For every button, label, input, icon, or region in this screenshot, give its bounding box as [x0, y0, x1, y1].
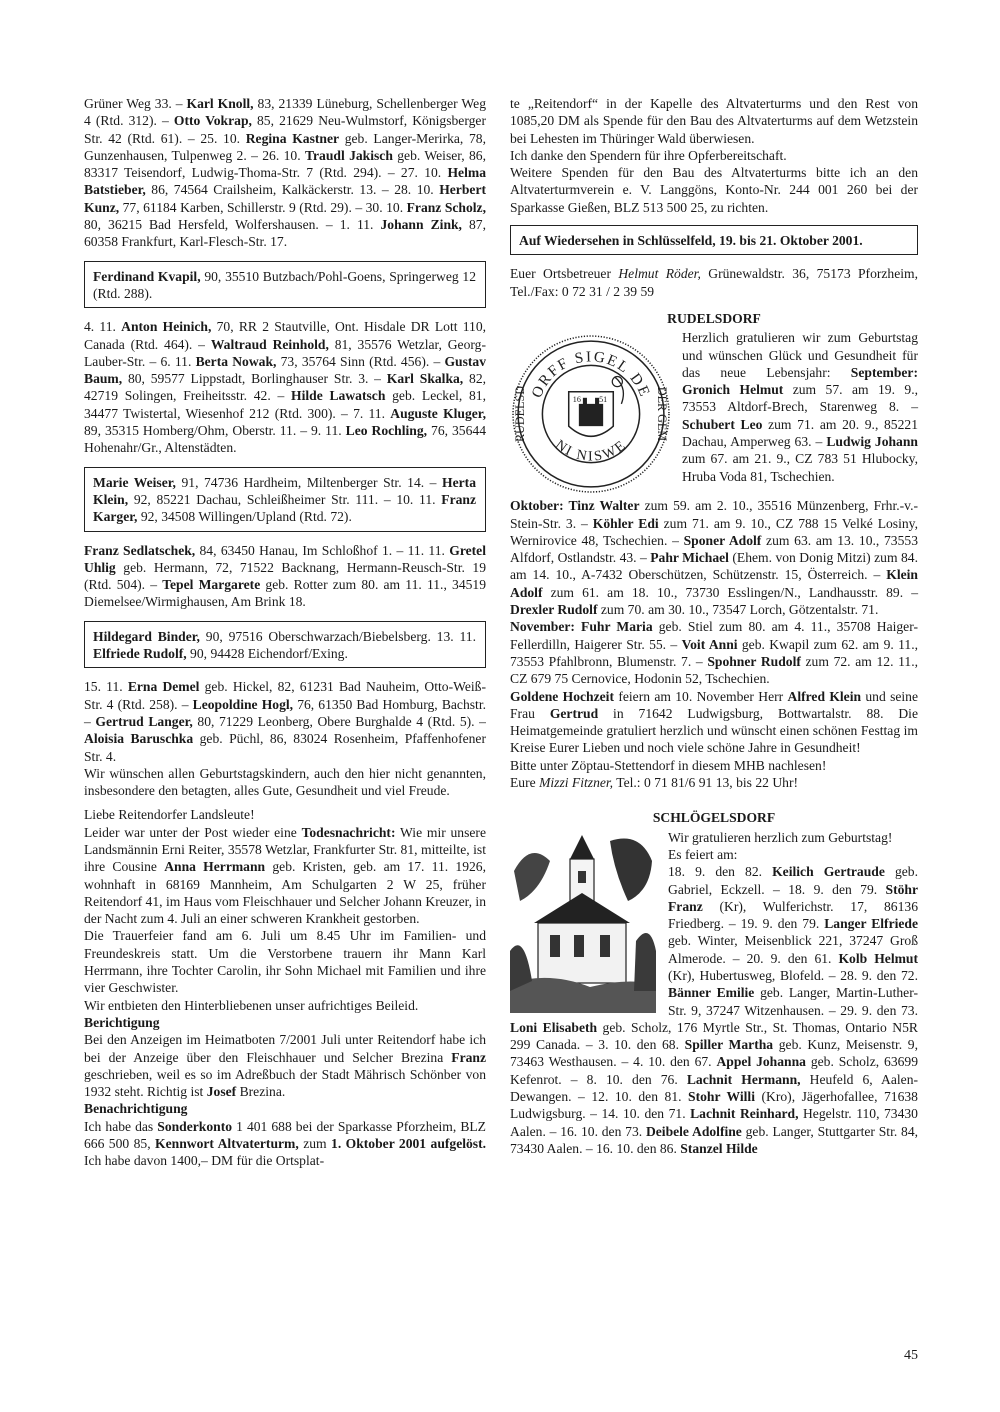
- bold-name: Kennwort Altvaterturm,: [155, 1136, 299, 1152]
- thanks-paragraph: [510, 147, 918, 164]
- text-run: Eure: [510, 775, 540, 791]
- bold-name: Sponer Adolf: [683, 532, 762, 548]
- donation-paragraph: [510, 164, 918, 216]
- bold-name: Spiller Martha: [684, 1037, 774, 1053]
- text-run: 90, 97516 Oberschwarzach/Biebelsberg. 13. 11.: [199, 628, 476, 644]
- donation-paragraph: [510, 95, 918, 147]
- jubilee-box: [84, 467, 486, 532]
- text-run: Tel.: 0 71 81/6 91 13, bis 22 Uhr!: [613, 775, 799, 791]
- text-run: Wir entbieten den Hinterbliebenen unser aufrichtiges Beileid.: [84, 997, 419, 1013]
- bold-name: Anton Heinich,: [121, 319, 212, 335]
- wishes-paragraph: [84, 765, 486, 800]
- bold-name: Schubert Leo: [682, 416, 763, 432]
- left-column: [84, 95, 486, 1170]
- text-run: geb. Langer, Stuttgarter Str. 84, 73430 Aalen. – 16. 10. den 86.: [510, 1123, 919, 1156]
- bold-name: Loni Elisabeth: [510, 1019, 598, 1035]
- birthday-list-paragraph: [84, 318, 486, 456]
- text-run: geb. Winter, Meisenblick 221, 37247 Groß Almerode. – 20. 9. den 61.: [668, 933, 918, 966]
- seal-ring-left-text: RUDELSD: [513, 386, 528, 443]
- text-run: geb. Rotter zum 80. am 11. 11., 34519 Diemelsee/Wirmighausen, Am Brink 18.: [84, 577, 487, 610]
- bold-name: Herbert Kunz,: [84, 182, 486, 215]
- bold-name: Leo Rochling,: [345, 423, 428, 439]
- text-run: geb. Scholz, 63699 Kefenrot. – 8. 10. den 76.: [510, 1054, 919, 1087]
- bold-name: Hildegard Binder,: [93, 628, 200, 644]
- text-run: Wir gratulieren herzlich zum Geburtstag!: [668, 829, 893, 845]
- text-run: Weitere Spenden für den Bau des Altvaterturms bitte ich an den Altvaterturmverein e. V. Langgöns, Konto-Nr. 244 001 260 bei der Sparkasse Gießen, BLZ 513 500 25, zu richten.: [510, 165, 918, 215]
- jubilee-box: [84, 621, 486, 669]
- reference-paragraph: [510, 757, 918, 774]
- text-run: Euer Ortsbetreuer: [510, 266, 619, 282]
- bold-name: Voit Anni: [681, 636, 738, 652]
- text-run: Brezina.: [236, 1084, 286, 1100]
- page-number: 45: [904, 1348, 918, 1363]
- golden-wedding-paragraph: [510, 688, 918, 757]
- bold-name: Berta Nowak,: [195, 353, 277, 369]
- bold-name: Karl Skalka,: [386, 371, 464, 387]
- text-run: 77, 61184 Karben, Schillerstr. 9 (Rtd. 29). – 30. 10.: [119, 199, 407, 215]
- text-run: Die Trauerfeier fand am 6. Juli um 8.45 Uhr im Familien- und Freundeskreis statt. Um die Verstorbene trauern ihr Mann Karl Herrmann, ihre Tochter Carolin, ihr Sohn Michael mit Familien und ihre vier Geschwister.: [84, 928, 486, 996]
- text-run: 80, 36215 Bad Hersfeld, Wolfershausen. – 1. 11.: [84, 217, 381, 233]
- bold-name: Aloisia Baruschka: [84, 731, 194, 747]
- text-run: Es feiert am:: [668, 846, 738, 862]
- text-run: feiern am 10. November Herr: [614, 688, 788, 704]
- bold-name: Franz: [451, 1049, 486, 1065]
- text-run: 18. 9. den 82.: [668, 864, 773, 880]
- birthday-list-paragraph: [84, 95, 486, 251]
- italic-name: Mizzi Fitzner,: [539, 775, 614, 791]
- bold-name: Langer Elfriede: [824, 916, 919, 932]
- text-run: 76, 35644 Hohenahr/Gr., Altenstädten.: [84, 423, 486, 456]
- text-run: Wir wünschen allen Geburtstagskindern, auch den hier nicht genannten, insbesondere den betagten, alles Gute, Gesundheit und viel Freude.: [84, 765, 486, 799]
- text-run: in 71642 Ludwigsburg, Bottwartalstr. 88. Die Heimatgemeinde gratuliert herzlich und wünscht einen schönen Festtag im Kreise Eurer Lieben und noch viele schöne Jahre in Gesundheit!: [510, 705, 918, 756]
- text-run: geb. Kristen, geb. am 17. 11. 1926, wohnhaft in 68169 Mannheim, Am Schulgarten 2 W 25, früher Reitendorf 41, im Haus vom Fleischhauer und Selcher Johann Kreuzer, in der Nacht zum 4. Juli an einer schweren Krankheit gestorben.: [84, 859, 486, 927]
- bold-name: Alfred Klein: [787, 688, 862, 704]
- bold-name: Ferdinand Kvapil,: [93, 268, 201, 284]
- birthday-list-paragraph: [84, 542, 486, 611]
- bold-name: Franz Sedlatschek,: [84, 542, 196, 558]
- text-run: Hegelstr. 110, 73430 Aalen. – 16. 10. den 73.: [510, 1106, 918, 1139]
- text-run: 85, 21629 Neu-Wulmstorf, Königsberger Str. 42 (Rtd. 61). – 25. 10.: [84, 113, 486, 146]
- section-heading: Benachrichtigung: [84, 1101, 188, 1117]
- bold-name: Stöhr Franz: [668, 881, 918, 914]
- bold-name: November: Fuhr Maria: [510, 619, 653, 635]
- text-run: Wie mir unsere Landsmännin Erni Reiter, 35578 Wetzlar, Frankfurter Str. 81, mitteilte, ist ihre Cousine: [84, 824, 486, 875]
- text-run: 80, 59577 Lippstadt, Borlinghauser Str. 3. –: [122, 371, 387, 387]
- bold-name: 1. Oktober 2001 aufgelöst.: [331, 1136, 487, 1152]
- text-run: geb. Hickel, 82, 61231 Bad Nauheim, Otto-Weiß-Str. 4 (Rtd. 258). –: [84, 679, 486, 712]
- text-run: 80, 71229 Leonberg, Obere Burghalde 4 (Rtd. 5). –: [192, 713, 486, 729]
- bold-name: Regina Kastner: [245, 130, 340, 146]
- text-run: (Ehem. von Donig Mitzi) zum 84. am 14. 10., A-7432 Oberschützen, Schützenstr. 15, Österreich. –: [510, 550, 918, 583]
- bold-name: Gustav Baum,: [84, 353, 486, 387]
- text-run: zum 71. am 9. 10., CZ 788 15 Velké Losiny, Wernirovice 48, Tschechien. –: [510, 515, 918, 548]
- text-run: te „Reitendorf“ in der Kapelle des Altvaterturms und den Rest von 1085,20 DM als Spende für den Bau des Altvaterturms auf dem Wetzstein bei Lehesten im Thüringer Wald überwiesen.: [510, 96, 918, 146]
- bold-name: Auguste Kluger,: [390, 405, 486, 421]
- text-run: geb. Kunz, Meisenstr. 9, 73463 Westhausen. – 4. 10. den 67.: [510, 1037, 918, 1070]
- bold-name: Auf Wiedersehen in Schlüsselfeld, 19. bis 21. Oktober 2001.: [519, 233, 863, 249]
- text-run: zum 63. am 13. 10., 73553 Alfdorf, Ostlandstr. 43. –: [510, 532, 918, 566]
- section-heading-rudelsdorf: RUDELSDORF: [667, 310, 761, 326]
- text-run: 82, 42719 Solingen, Freiheitsstr. 42. –: [84, 371, 487, 404]
- text-run: Bei den Anzeigen im Heimatboten 7/2001 Juli unter Reitendorf habe ich bei der Anzeige über den Fleischhauer und Selcher Brezina: [84, 1032, 486, 1065]
- text-run: geschrieben, weil es so im Adreßbuch der Stadt Mährisch Schönber von 1932 steht. Richtig ist: [84, 1066, 486, 1100]
- text-run: (Kr), Hubertusweg, Blofeld. – 28. 9. den 72.: [668, 967, 918, 983]
- bold-name: Tepel Margarete: [162, 577, 261, 593]
- seal-ring-right-text: DER GEM: [654, 387, 669, 442]
- text-run: 1 401 688 bei der Sparkasse Pforzheim, BLZ 666 500 85,: [84, 1118, 486, 1152]
- jubilee-box-text: [93, 628, 476, 663]
- text-run: geb. Langer, Martin-Luther-Str. 9, 37247 Witzenhausen. – 29. 9. den 73.: [668, 985, 918, 1018]
- signature-paragraph: [510, 774, 918, 791]
- text-run: zum 71. am 20. 9., 85221 Dachau, Amperweg 63. –: [682, 416, 918, 450]
- correction-paragraph: [84, 1031, 486, 1100]
- bold-name: Otto Vokrap,: [173, 113, 252, 129]
- jubilee-box-text: [93, 268, 476, 303]
- text-run: Herzlich gratulieren wir zum Geburtstag und wünschen Glück und Gesundheit für das neue Lebensjahr:: [682, 330, 918, 380]
- bold-name: Köhler Edi: [592, 515, 659, 531]
- text-run: 76, 61350 Bad Homburg, Bachstr. –: [84, 696, 487, 729]
- text-run: geb. Stiel zum 80. am 4. 11., 35708 Haiger-Fellerdilln, Haigerer Str. 55. –: [510, 619, 918, 652]
- svg-text:NI NISWE: [552, 437, 630, 465]
- text-run: 92, 34508 Willingen/Upland (Rtd. 72).: [137, 509, 352, 525]
- municipal-seal-image: [510, 333, 672, 495]
- text-run: zum 67. am 21. 9., CZ 783 51 Hlubocky, Hruba Voda 81, Tschechien.: [682, 451, 918, 484]
- text-run: geb. Kwapil zum 62. am 9. 11., 73553 Pfahlbronn, Blumenstr. 7. –: [510, 636, 919, 669]
- bold-name: Appel Johanna: [716, 1054, 806, 1070]
- bold-name: Stohr Willi: [688, 1089, 755, 1105]
- bold-name: Gertrud: [549, 705, 599, 721]
- rudelsdorf-section: [510, 329, 918, 497]
- text-run: 87, 60358 Frankfurt, Karl-Flesch-Str. 17.: [84, 217, 487, 250]
- signature-paragraph: [510, 265, 918, 300]
- text-run: 89, 35315 Homberg/Ohm, Oberstr. 11. – 9. 11.: [84, 423, 346, 439]
- bold-name: Oktober: Tinz Walter: [510, 498, 640, 514]
- bold-name: Hilde Lawatsch: [291, 388, 386, 404]
- obituary-paragraph: [84, 927, 486, 996]
- text-run: 90, 35510 Butzbach/Pohl-Goens, Springerweg 12 (Rtd. 288).: [93, 268, 477, 301]
- text-run: Liebe Reitendorfer Landsleute!: [84, 807, 255, 823]
- notification-paragraph: [84, 1118, 486, 1170]
- seal-ring-top-text: ORFF SIGEL DE: [528, 348, 654, 401]
- text-run: zum: [298, 1136, 332, 1152]
- birthday-list-paragraph: [84, 678, 486, 764]
- text-run: 70, RR 2 Stautville, Ont. Hisdale DR Lott 110, Canada (Rtd. 464). –: [84, 319, 487, 352]
- text-run: zum 59. am 2. 10., 35516 Münzenberg, Frhr.-v.-Stein-Str. 3. –: [510, 498, 918, 531]
- bold-name: Traudl Jakisch: [304, 147, 393, 163]
- bold-name: Lachnit Hermann,: [686, 1071, 801, 1087]
- seal-ring-bottom-text: NI NISWE: [552, 436, 630, 465]
- text-run: Bitte unter Zöptau-Stettendorf in diesem MHB nachlesen!: [510, 757, 827, 773]
- bold-name: Bänner Emilie: [668, 985, 755, 1001]
- church-photo-image: [510, 831, 656, 1013]
- bold-name: Erna Demel: [127, 679, 200, 695]
- bold-name: Klein Adolf: [510, 567, 918, 600]
- italic-name: Helmut Röder,: [618, 266, 701, 282]
- bold-name: Pahr Michael: [650, 550, 729, 566]
- rudelsdorf-october-paragraph: [510, 497, 918, 618]
- text-run: geb. Weiser, 86, 83317 Teisendorf, Ludwig-Thoma-Str. 7 (Rtd. 294). – 27. 10.: [84, 147, 486, 181]
- text-run: Leider war unter der Post wieder eine: [84, 824, 302, 840]
- schloegelsdorf-section: [510, 829, 918, 1158]
- text-run: geb. Langer-Merirka, 78, Gunzenhausen, Tulpenweg 2. – 26. 10.: [84, 130, 486, 163]
- text-run: 83, 21339 Lüneburg, Schellenberger Weg 4 (Rtd. 312). –: [84, 96, 487, 129]
- text-run: 4. 11.: [84, 319, 122, 335]
- text-run: geb. Hermann, 72, 71522 Backnang, Hermann-Reusch-Str. 19 (Rtd. 504). –: [84, 559, 486, 593]
- text-run: 90, 94428 Eichendorf/Exing.: [186, 646, 348, 662]
- bold-name: Herta Klein,: [93, 474, 476, 507]
- text-run: geb. Leckel, 81, 34477 Twistertal, Wiesenhof 212 (Rtd. 300). – 7. 11.: [84, 388, 487, 421]
- bold-name: Waltraud Reinhold,: [210, 336, 329, 352]
- text-run: zum 70. am 30. 10., 73547 Lorch, Götzentalstr. 71.: [597, 602, 879, 618]
- text-run: Ich habe davon 1400,– DM für die Ortsplat-: [84, 1153, 325, 1169]
- text-run: zum 72. am 12. 11., CZ 679 75 Cernovice, Hodonin 52, Tschechien.: [510, 653, 919, 687]
- bold-name: Johann Zink,: [380, 217, 462, 233]
- bold-name: Elfriede Rudolf,: [93, 646, 187, 662]
- text-run: 91, 74736 Hardheim, Miltenberger Str. 14. –: [175, 474, 443, 490]
- condolence-paragraph: [84, 997, 486, 1014]
- bold-name: Todesnachricht:: [301, 824, 396, 840]
- bold-name: Ludwig Johann: [826, 434, 918, 450]
- bold-name: Stanzel Hilde: [680, 1140, 758, 1156]
- text-run: geb. Püchl, 86, 83024 Rosenheim, Pfaffenhofener Str. 4.: [84, 731, 486, 764]
- section-heading: Berichtigung: [84, 1014, 160, 1030]
- text-run: 92, 85221 Dachau, Schleißheimer Str. 111. – 10. 11.: [128, 491, 442, 507]
- rudelsdorf-november-paragraph: [510, 618, 918, 687]
- bold-name: Anna Herrmann: [164, 859, 266, 875]
- bold-name: Franz Karger,: [93, 491, 476, 525]
- text-run: geb. Gabriel, Eckzell. – 18. 9. den 79.: [668, 864, 918, 897]
- text-run: Grüner Weg 33. –: [84, 96, 187, 111]
- bold-name: Marie Weiser,: [93, 474, 176, 490]
- bold-name: Gretel Uhlig: [84, 542, 486, 575]
- text-run: Ich danke den Spendern für ihre Opferbereitschaft.: [510, 147, 787, 163]
- salutation: [84, 806, 486, 823]
- seal-year-right: 51: [599, 395, 608, 405]
- bold-name: Karl Knoll,: [186, 96, 254, 111]
- text-run: Heufeld 6, Aalen-Dewangen. – 12. 10. den 81.: [510, 1071, 919, 1105]
- jubilee-box: [84, 261, 486, 309]
- bold-name: Leopoldine Hogl,: [192, 696, 294, 712]
- bold-name: September: Gronich Helmut: [682, 364, 918, 398]
- jubilee-box-text: [93, 474, 476, 526]
- bold-name: Franz Scholz,: [406, 199, 486, 215]
- text-run: (Kro), Jägerhofallee, 71638 Ludwigsburg. – 14. 10. den 71.: [510, 1089, 918, 1122]
- bold-name: Sonderkonto: [157, 1118, 233, 1134]
- right-column: [510, 95, 918, 1157]
- text-run: und seine Frau: [510, 688, 919, 721]
- bold-name: Josef: [206, 1084, 237, 1100]
- text-run: Grünewaldstr. 36, 75173 Pforzheim, Tel./Fax: 0 72 31 / 2 39 59: [510, 266, 919, 299]
- text-run: zum 57. am 19. 9., 73553 Altdorf-Brech, Starenweg 8. –: [682, 382, 918, 415]
- seal-year-left: 16: [572, 395, 581, 405]
- bold-name: Lachnit Reinhard,: [690, 1106, 799, 1122]
- meeting-box: [510, 225, 918, 255]
- meeting-box-text: [519, 232, 908, 249]
- bold-name: Deibele Adolfine: [645, 1123, 742, 1139]
- bold-name: Spohner Rudolf: [707, 653, 801, 669]
- text-run: 84, 63450 Hanau, Im Schloßhof 1. – 11. 11.: [195, 542, 450, 558]
- text-run: 15. 11.: [84, 679, 128, 695]
- text-run: geb. Scholz, 176 Myrtle Str., St. Thomas, Ontario N5R 299 Canada. – 3. 10. den 68.: [510, 1019, 918, 1053]
- obituary-paragraph: [84, 824, 486, 928]
- bold-name: Keilich Gertraude: [772, 864, 885, 880]
- bold-name: Kolb Helmut: [838, 950, 919, 966]
- bold-name: Helma Batstieber,: [84, 165, 486, 198]
- text-run: 73, 35764 Sinn (Rtd. 456). –: [276, 353, 445, 369]
- bold-name: Gertrud Langer,: [95, 713, 193, 729]
- text-run: 81, 35576 Wetzlar, Georg-Lauber-Str. – 6. 11.: [84, 336, 486, 369]
- text-run: (Kr), Wulferichstr. 17, 86136 Friedberg. – 19. 9. den 79.: [668, 898, 918, 932]
- text-run: 86, 74564 Crailsheim, Kalkäckerstr. 13. – 28. 10.: [145, 182, 440, 198]
- section-heading-schloegelsdorf: SCHLÖGELSDORF: [652, 810, 776, 826]
- bold-name: Drexler Rudolf: [510, 602, 598, 618]
- text-run: zum 61. am 18. 10., 73730 Esslingen/N., Landhausstr. 89. –: [542, 584, 918, 600]
- bold-name: Goldene Hochzeit: [510, 688, 614, 704]
- text-run: Ich habe das: [84, 1118, 158, 1134]
